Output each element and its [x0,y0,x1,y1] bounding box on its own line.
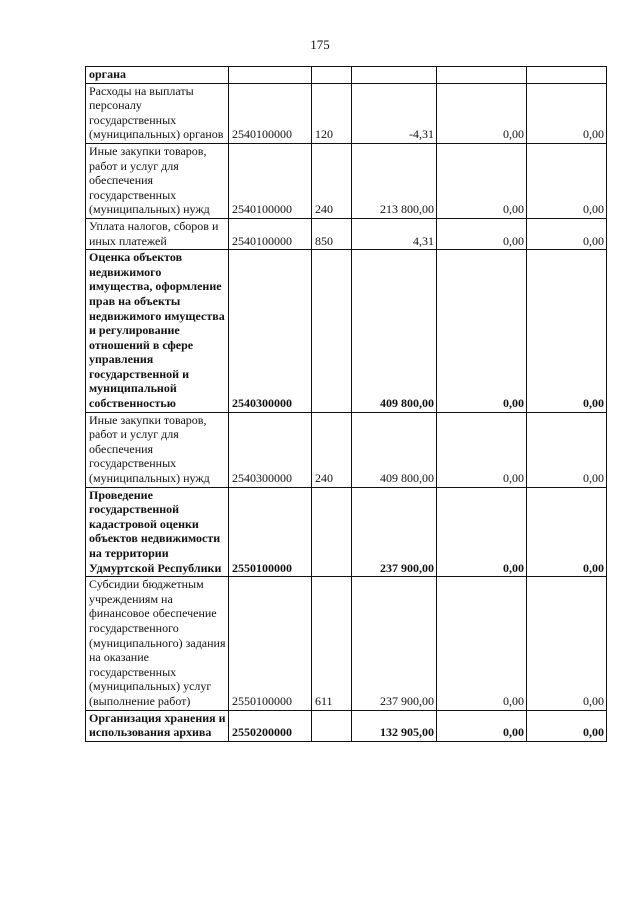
row-code-cell: 2550100000 [229,577,312,710]
page-number: 175 [310,37,330,52]
row-name-cell: Уплата налогов, сборов и иных платежей [86,218,229,249]
row-code-cell: 2550100000 [229,487,312,577]
row-value-1-cell [352,67,437,84]
row-code-cell: 2540100000 [229,143,312,218]
table-row [86,143,607,218]
row-value-3-cell [527,67,607,84]
row-type-cell: 240 [312,412,352,487]
row-name-cell: Проведение государственной кадастровой оценки объектов недвижимости на территории Удмуртской Республики [86,487,229,577]
row-code-cell: 2540300000 [229,412,312,487]
row-name-cell: органа [86,67,229,84]
row-type-cell: 850 [312,218,352,249]
row-code-cell [229,67,312,84]
row-value-3-cell: 0,00 [527,710,607,741]
table-row [86,67,607,84]
row-name-cell: Организация хранения и использования архива [86,710,229,741]
row-value-2-cell: 0,00 [437,250,527,413]
row-type-cell: 611 [312,577,352,710]
row-name-cell: Субсидии бюджетным учреждениям на финансовое обеспечение государственного (муниципального) задания на оказание государственных (муниципальных) услуг (выполнение работ) [86,577,229,710]
row-value-3-cell: 0,00 [527,143,607,218]
row-value-1-cell: 213 800,00 [352,143,437,218]
row-value-1-cell: 4,31 [352,218,437,249]
row-name-cell: Иные закупки товаров, работ и услуг для обеспечения государственных (муниципальных) нужд [86,412,229,487]
row-value-3-cell: 0,00 [527,83,607,143]
row-code-cell: 2550200000 [229,710,312,741]
row-value-2-cell [437,67,527,84]
table-row [86,577,607,710]
table-row [86,250,607,413]
row-value-3-cell: 0,00 [527,218,607,249]
row-value-3-cell: 0,00 [527,412,607,487]
row-value-1-cell: 132 905,00 [352,710,437,741]
row-type-cell [312,67,352,84]
row-value-1-cell: 237 900,00 [352,577,437,710]
table-body [86,67,607,742]
row-code-cell: 2540300000 [229,250,312,413]
row-value-1-cell: 409 800,00 [352,250,437,413]
row-value-3-cell: 0,00 [527,250,607,413]
row-name-cell: Оценка объектов недвижимого имущества, оформление прав на объекты недвижимого имущества и регулирование отношений в сфере управления государственной и муниципальной собственностью [86,250,229,413]
row-code-cell: 2540100000 [229,83,312,143]
table-row [86,218,607,249]
row-type-cell: 240 [312,143,352,218]
row-value-2-cell: 0,00 [437,577,527,710]
row-value-2-cell: 0,00 [437,143,527,218]
row-value-2-cell: 0,00 [437,412,527,487]
row-type-cell [312,710,352,741]
row-value-1-cell: -4,31 [352,83,437,143]
row-type-cell [312,250,352,413]
row-value-3-cell: 0,00 [527,577,607,710]
row-value-2-cell: 0,00 [437,710,527,741]
row-value-3-cell: 0,00 [527,487,607,577]
table-row [86,83,607,143]
row-name-cell: Иные закупки товаров, работ и услуг для обеспечения государственных (муниципальных) нужд [86,143,229,218]
table-row [86,487,607,577]
row-value-2-cell: 0,00 [437,218,527,249]
row-value-1-cell: 409 800,00 [352,412,437,487]
table-row [86,412,607,487]
row-value-2-cell: 0,00 [437,83,527,143]
table-row [86,710,607,741]
row-value-2-cell: 0,00 [437,487,527,577]
row-code-cell: 2540100000 [229,218,312,249]
row-type-cell [312,487,352,577]
row-type-cell: 120 [312,83,352,143]
row-name-cell: Расходы на выплаты персоналу государственных (муниципальных) органов [86,83,229,143]
budget-table [85,66,607,742]
row-value-1-cell: 237 900,00 [352,487,437,577]
